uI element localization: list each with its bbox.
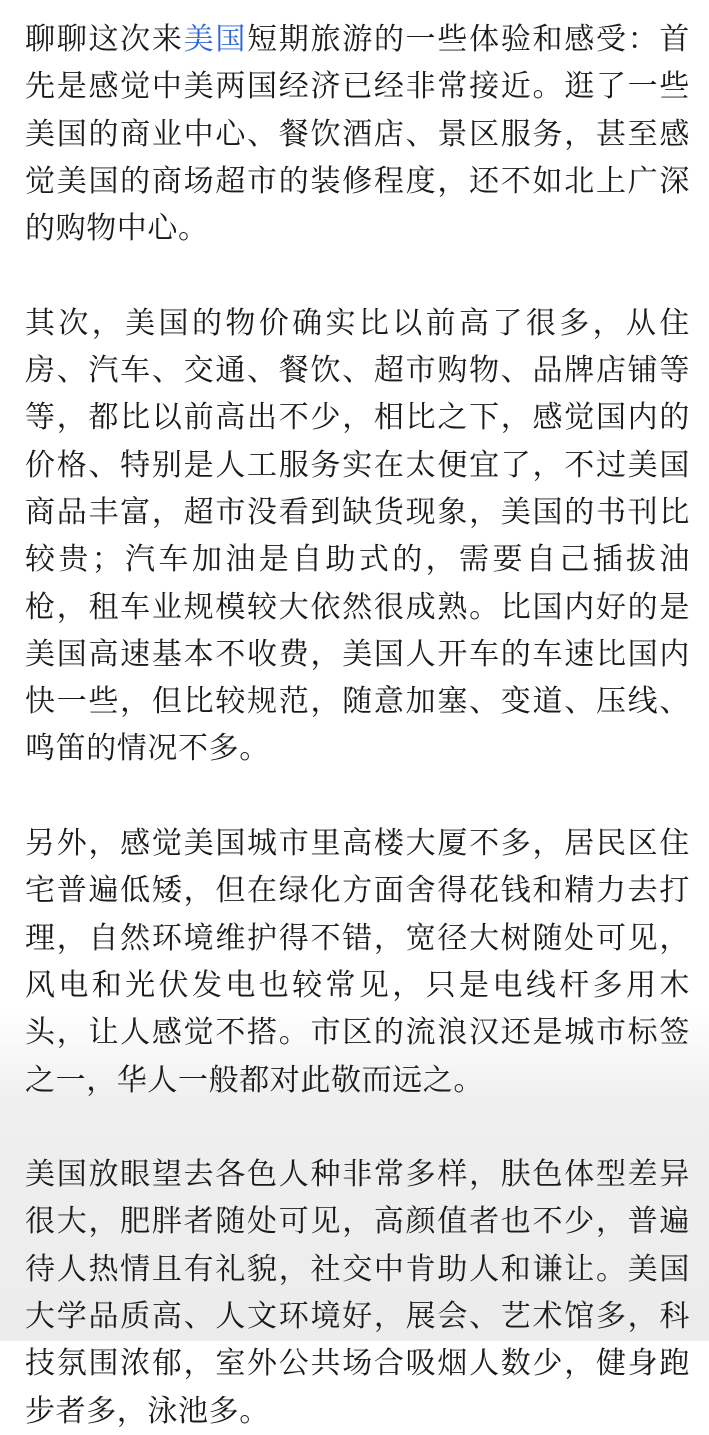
paragraph-prices: 其次，美国的物价确实比以前高了很多，从住房、汽车、交通、餐饮、超市购物、品牌店铺等等，都比以前高出不少，相比之下，感觉国内的价格、特别是人工服务实在太便宜了，不过美国商品丰富，超市没看到缺货现象，美国的书刊比较贵；汽车加油是自助式的，需要自己插拔油枪，租车业规模较大依然很成熟。比国内好的是美国高速基本不收费，美国人开车的车速比国内快一些，但比较规范，随意加塞、变道、压线、鸣笛的情况不多。 — [25, 305, 690, 767]
usa-topic-link[interactable]: 美国 — [183, 22, 248, 57]
article-body — [25, 16, 690, 1435]
paragraph-intro-lead: 聊聊这次来 — [25, 22, 184, 57]
paragraph-intro — [25, 16, 690, 252]
paragraph-intro-rest: 短期旅游的一些体验和感受：首先是感觉中美两国经济已经非常接近。逛了一些美国的商业中心、餐饮酒店、景区服务，甚至感觉美国的商场超市的装修程度，还不如北上广深的购物中心。 — [25, 22, 691, 247]
paragraph-people-culture: 美国放眼望去各色人种非常多样，肤色体型差异很大，肥胖者随处可见，高颜值者也不少，普遍待人热情且有礼貌，社交中肯助人和谦让。美国大学品质高、人文环境好，展会、艺术馆多，科技氛围浓郁，室外公共场合吸烟人数少，健身跑步者多，泳池多。 — [25, 1157, 690, 1429]
paragraph-city-environment: 另外，感觉美国城市里高楼大厦不多，居民区住宅普遍低矮，但在绿化方面舍得花钱和精力去打理，自然环境维护得不错，宽径大树随处可见，风电和光伏发电也较常见，只是电线杆多用木头，让人感觉不搭。市区的流浪汉还是城市标签之一，华人一般都对此敬而远之。 — [25, 826, 690, 1098]
